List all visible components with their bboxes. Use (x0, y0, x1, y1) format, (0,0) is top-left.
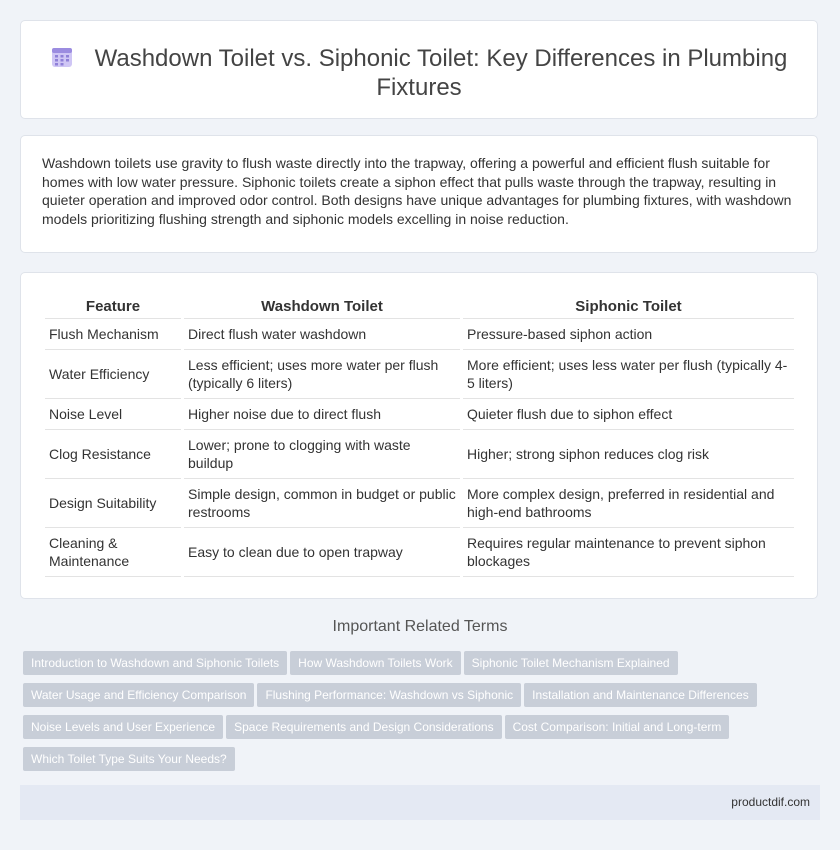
table-header-row (45, 295, 794, 319)
table-cell-feature: Cleaning & Maintenance (45, 528, 181, 577)
header-washdown: Washdown Toilet (184, 295, 460, 319)
table-cell-siphonic: Quieter flush due to siphon effect (463, 399, 794, 430)
related-term-tag[interactable]: Flushing Performance: Washdown vs Siphonic (257, 683, 521, 707)
comparison-card (20, 272, 818, 599)
related-term-tag[interactable]: Cost Comparison: Initial and Long-term (505, 715, 730, 739)
title-row (21, 44, 817, 102)
table-cell-siphonic: More complex design, preferred in residential and high-end bathrooms (463, 479, 794, 528)
table-cell-washdown: Simple design, common in budget or public restrooms (184, 479, 460, 528)
table-cell-washdown: Higher noise due to direct flush (184, 399, 460, 430)
table-cell-feature: Flush Mechanism (45, 319, 181, 350)
table-row (45, 430, 794, 479)
related-term-tag[interactable]: Installation and Maintenance Differences (524, 683, 757, 707)
comparison-table (42, 295, 797, 577)
related-term-tag[interactable]: Space Requirements and Design Considerations (226, 715, 501, 739)
intro-paragraph: Washdown toilets use gravity to flush waste directly into the trapway, offering a powerful and efficient flush suitable for homes with low water pressure. Siphonic toilets create a siphon effect that pulls waste through the trapway, resulting in quieter operation and improved odor control. Both designs have unique advantages for plumbing fixtures, with washdown models prioritizing flushing strength and siphonic models excelling in noise reduction. (42, 155, 792, 227)
table-cell-washdown: Easy to clean due to open trapway (184, 528, 460, 577)
related-term-tag[interactable]: Introduction to Washdown and Siphonic Toilets (23, 651, 287, 675)
table-cell-siphonic: Requires regular maintenance to prevent siphon blockages (463, 528, 794, 577)
table-cell-washdown: Less efficient; uses more water per flush (typically 6 liters) (184, 350, 460, 399)
table-row (45, 319, 794, 350)
table-cell-siphonic: More efficient; uses less water per flush (typically 4-5 liters) (463, 350, 794, 399)
table-row (45, 399, 794, 430)
table-cell-siphonic: Pressure-based siphon action (463, 319, 794, 350)
table-cell-siphonic: Higher; strong siphon reduces clog risk (463, 430, 794, 479)
table-row (45, 528, 794, 577)
table-cell-washdown: Direct flush water washdown (184, 319, 460, 350)
related-term-tag[interactable]: Noise Levels and User Experience (23, 715, 223, 739)
table-row (45, 479, 794, 528)
page-title: Washdown Toilet vs. Siphonic Toilet: Key Differences in Plumbing Fixtures (94, 45, 788, 101)
table-row (45, 350, 794, 399)
header-card (20, 20, 818, 119)
header-siphonic: Siphonic Toilet (463, 295, 794, 319)
table-cell-feature: Clog Resistance (45, 430, 181, 479)
intro-card (20, 135, 818, 253)
header-feature: Feature (45, 295, 181, 319)
related-term-tag[interactable]: Which Toilet Type Suits Your Needs? (23, 747, 235, 771)
footer-site-link[interactable]: productdif.com (731, 795, 810, 809)
footer (20, 785, 820, 820)
related-terms-title: Important Related Terms (332, 618, 508, 635)
table-cell-feature: Water Efficiency (45, 350, 181, 399)
table-cell-washdown: Lower; prone to clogging with waste buildup (184, 430, 460, 479)
table-cell-feature: Design Suitability (45, 479, 181, 528)
related-terms-tags (23, 651, 803, 779)
related-term-tag[interactable]: Water Usage and Efficiency Comparison (23, 683, 254, 707)
related-term-tag[interactable]: How Washdown Toilets Work (290, 651, 461, 675)
table-cell-feature: Noise Level (45, 399, 181, 430)
related-term-tag[interactable]: Siphonic Toilet Mechanism Explained (464, 651, 678, 675)
calendar-icon (51, 46, 73, 68)
